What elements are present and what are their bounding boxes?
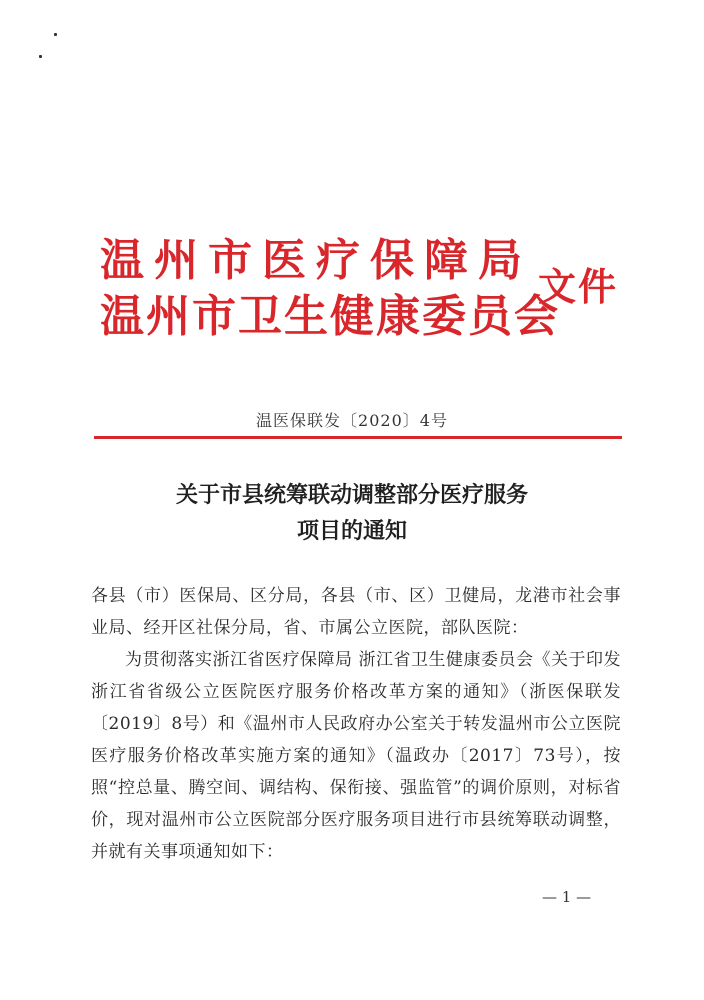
document-title: [0, 478, 704, 550]
scan-speck: [39, 55, 42, 58]
issuer-health-commission: 温州市卫生健康委员会: [100, 291, 560, 342]
scan-speck: [54, 33, 57, 36]
recipients-paragraph: 各县（市）医保局、区分局，各县（市、区）卫健局，龙港市社会事业局、经开区社保分局，省、市属公立医院，部队医院：: [91, 586, 621, 638]
body-paragraph: 为贯彻落实浙江省医疗保障局 浙江省卫生健康委员会《关于印发浙江省省级公立医院医疗服务价格改革方案的通知》（浙医保联发〔2019〕8号）和《温州市人民政府办公室关于转发温州市公立医院医疗服务价格改革实施方案的通知》（温政办〔2017〕73号），按照“控总量、腾空间、调结构、保衔接、强监管”的调价原则，对标省价，现对温州市公立医院部分医疗服务项目进行市县统筹联动调整，并就有关事项通知如下：: [91, 650, 621, 862]
red-divider-line: [94, 436, 622, 439]
issuer-medical-security-bureau: 温州市医疗保障局: [100, 235, 532, 286]
document-body: [91, 580, 621, 868]
document-label: 文件: [538, 264, 619, 309]
letterhead: [100, 233, 560, 345]
page-number: — 1 —: [542, 888, 592, 906]
title-line-2: 项目的通知: [296, 519, 407, 544]
title-line-1: 关于市县统筹联动调整部分医疗服务: [175, 483, 528, 508]
document-number: 温医保联发〔2020〕4号: [256, 411, 448, 430]
